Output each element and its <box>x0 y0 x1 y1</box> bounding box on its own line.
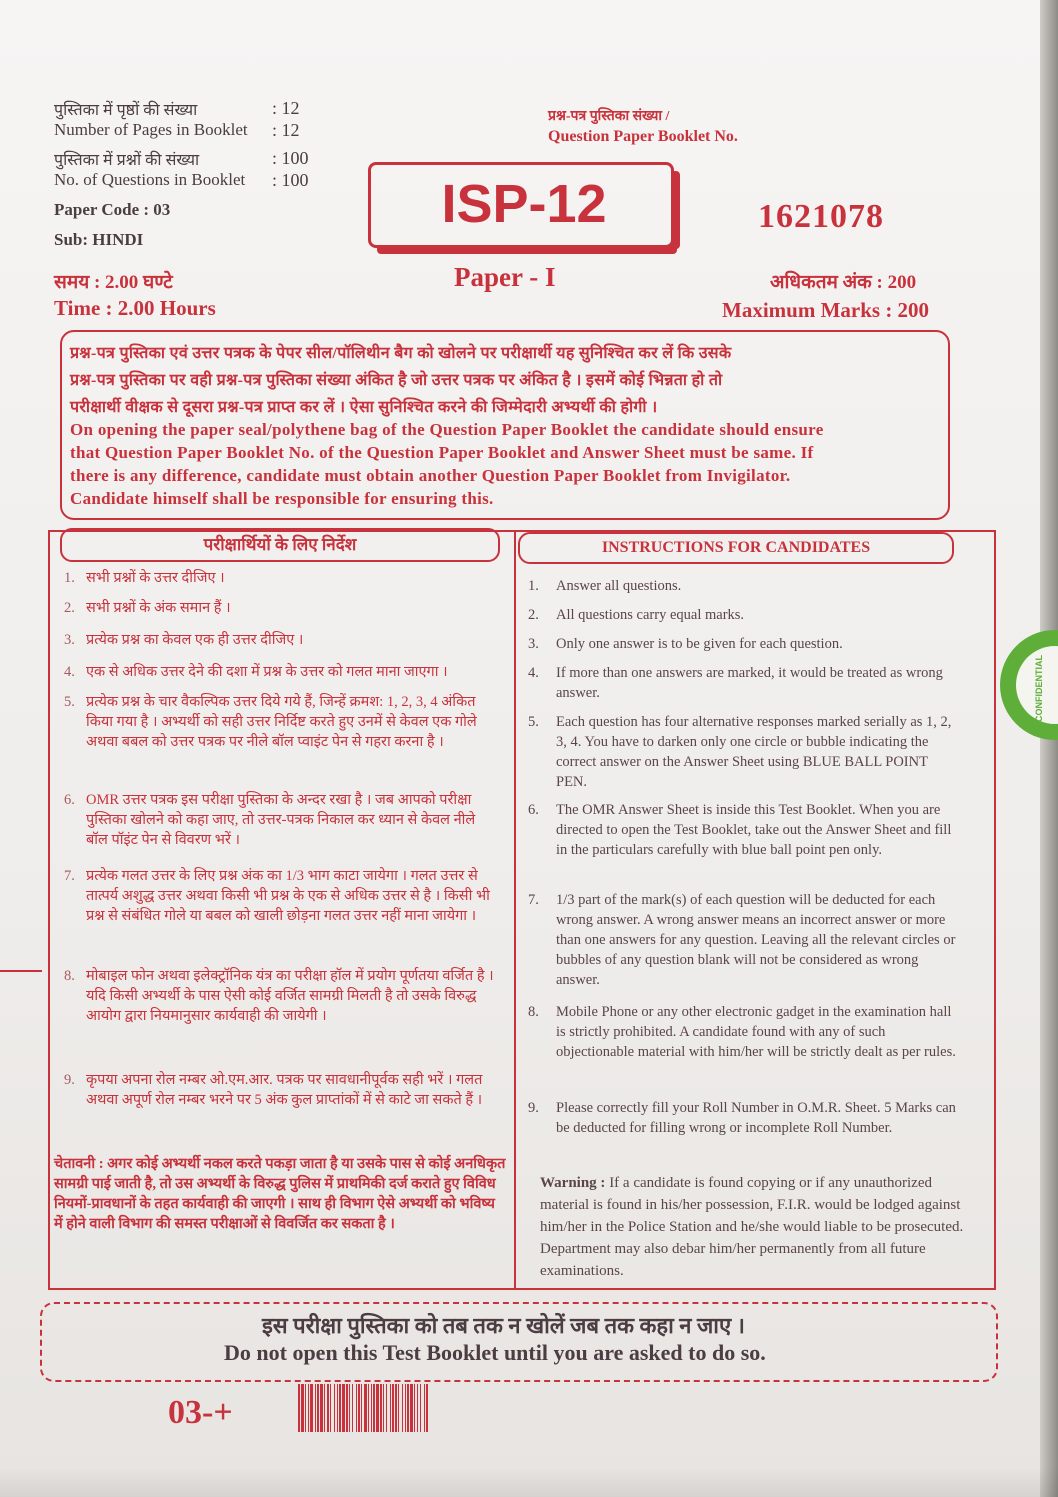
max-marks-hi: अधिकतम अंक : 200 <box>770 272 917 293</box>
booklet-no-label-hi: प्रश्न-पत्र पुस्तिका संख्या / <box>548 109 670 124</box>
notice-hi-line-1: प्रश्न-पत्र पुस्तिका एवं उत्तर पत्रक के पेपर सील/पॉलिथीन बैग को खोलने पर परीक्षार्थी यह सुनिश्चित कर लें कि उसके <box>70 345 732 362</box>
do-not-open-hi: इस परीक्षा पुस्तिका को तब तक न खोलें जब तक कहा न जाए । <box>262 1313 746 1338</box>
questions-count-en: No. of Questions in Booklet <box>54 170 246 189</box>
english-warning-text: If a candidate is found copying or if any unauthorized material is found in his/her possession, F.I.R. would be lodged against him/her in the Police Station and he/she would liable to be prosecuted. Department may also debar him/her permanently from all future examinations. <box>540 1175 964 1279</box>
do-not-open-en: Do not open this Test Booklet until you are asked to do so. <box>224 1340 766 1365</box>
series-code: 03-+ <box>168 1394 233 1431</box>
hindi-warning-text: अगर कोई अभ्यर्थी नकल करते पकड़ा जाता है या उसके पास से कोई अनधिकृत सामग्री पाई जाती है, तो उस अभ्यर्थी के विरुद्ध पुलिस में प्राथमिकी दर्ज कराते हुए विविध नियमों-प्रावधानों के तहत कार्यवाही की जाएगी । साथ ही विभाग ऐसे अभ्यर्थी को भविष्य में होने वाली विभाग की समस्त परीक्षाओं से विवर्जित कर सकता है । <box>54 1156 506 1232</box>
time-hi: समय : 2.00 घण्टे <box>54 272 173 293</box>
paper-title: Paper - I <box>454 262 556 292</box>
page-edge <box>1040 0 1058 1497</box>
notice-en-line-2: that Question Paper Booklet No. of the Question Paper Booklet and Answer Sheet must be same. If <box>70 443 814 462</box>
question-booklet-cover: पुस्तिका में पृष्ठों की संख्या : 12 Number of Pages in Booklet : 12 पुस्तिका में प्रश्नों की संख्या : 100 No. of Questions in Booklet : 100 Paper Code : 03 Sub: HINDI प्रश्न-पत्र पुस्तिका संख्या / Question Paper Booklet No. 1621078 ISP-12 Paper - I समय : 2.00 घण्टे Time : 2.00 Hours अधिकतम अंक : 200 Maximum Marks : 200 प्रश्न-पत्र पुस्तिका एवं उत्तर पत्रक के पेपर सील/पॉलिथीन बैग को खोलने पर परीक्षार्थी यह सुनिश्चित कर लें कि उसके प्रश्न-पत्र पुस्तिका पर वही प्रश्न-पत्र पुस्तिका संख्या अंकित है जो उत्तर पत्रक पर अंकित है । इसमें कोई भिन्नता हो तो परीक्षार्थी वीक्षक से दूसरा प्रश्न-पत्र प्राप्त कर लें । ऐसा सुनिश्चित करने की जिम्मेदारी अभ्यर्थी की होगी । On opening the paper seal/polythene bag of the Question Paper Booklet the candidate should ensure that Question Paper Booklet No. of the Question Paper Booklet and Answer Sheet must be same. If there is any difference, candidate must obtain another Question Paper Booklet from Invigilator. Candidate himself shall be responsible for ensuring this. परीक्षार्थियों के लिए निर्देश 1. सभी प्रश्नों के उत्तर दीजिए । 2. सभी प्रश्नों के अंक समान हैं । 3. प्रत्येक प्रश्न का केवल एक ही उत्तर दीजिए । 4. एक से अधिक उत्तर देने की दशा में प्रश्न के उत्तर को गलत माना जाएगा । 5. प्रत्येक प्रश्न के चार वैकल्पिक उत्तर दिये गये हैं, जिन्हें क्रमश: 1, 2, 3, 4 अंकित किया गया है । अभ्यर्थी को सही उत्तर निर्दिष्ट करते हुए उनमें से केवल एक गोले अथवा बबल को उत्तर पत्रक पर नीले बॉल प्वाइंट पेन से गहरा करना है । 6. OMR उत्तर पत्रक इस परीक्षा पुस्तिका के अन्दर रखा है । जब आपको परीक्षा पुस्तिका खोलने को कहा जाए, तो उत्तर-पत्रक निकाल कर ध्यान से केवल नीले बॉल पॉइंट पेन से विवरण भरें । 7. प्रत्येक गलत उत्तर के लिए प्रश्न अंक का 1/3 भाग काटा जायेगा । गलत उत्तर से तात्पर्य अशुद्ध उत्तर अथवा किसी भी प्रश्न के एक से अधिक उत्तर से है । किसी भी प्रश्न से संबंधित गोले या बबल को खाली छोड़ना गलत उत्तर नहीं माना जायेगा । 8. मोबाइल फोन अथवा इलेक्ट्रॉनिक यंत्र का परीक्षा हॉल में प्रयोग पूर्णतया वर्जित है । यदि किसी अभ्यर्थी के पास ऐसी कोई वर्जित सामग्री मिलती है तो उसके विरुद्ध आयोग द्वारा नियमानुसार कार्यवाही की जायेगी । 9. कृपया अपना रोल नम्बर ओ.एम.आर. पत्रक पर सावधानीपूर्वक सही भरें । गलत अथवा अपूर्ण रोल नम्बर भरने पर 5 अंक कुल प्राप्तांकों में से काटे जा सकते हैं । चेतावनी : अगर कोई अभ्यर्थी नकल करते पकड़ा जाता है या उसके पास से कोई अनधिकृत सामग्री पाई जाती है, तो उस अभ्यर्थी के विरुद्ध पुलिस में प्राथमिकी दर्ज कराते हुए विविध नियमों-प्रावधानों के तहत कार्यवाही की जाएगी । साथ ही विभाग ऐसे अभ्यर्थी को भविष्य में होने वाली विभाग की समस्त परीक्षाओं से विवर्जित कर सकता है । INSTRUCTIONS FOR CANDIDATES 1. Answer all questions. 2. All questions carry equal marks. 3. Only one answer is to be given for each question. 4. If more than one answers are marked, it would be treated as wrong answer. 5. Each question has four alternative responses marked serially as 1, 2, 3, 4. You have to darken only one circle or bubble indicating the correct answer on the Answer Sheet using BLUE BALL POINT PEN. 6. The OMR Answer Sheet is inside this Test Booklet. When you are directed to open the Test Booklet, take out the Answer Sheet and fill in the particulars carefully with blue ball point pen only. 7. 1/3 part of the mark(s) of each question will be deducted for each wrong answer. A wrong answer means an incorrect answer or more than one answers for any question. Leaving all the relevant circles or bubbles of any question blank will not be considered as wrong answer. 8. Mobile Phone or any other electronic gadget in the examination hall is strictly prohibited. A candidate found with any of such objectionable material with him/her will be strictly dealt as per rules. 9. Please correctly fill your Roll Number in O.M.R. Sheet. 5 Marks can be deducted for filling wrong or incomplete Roll Number. Warning : If a candidate is found copying or if any unauthorized material is found in his/her possession, F.I.R. would be lodged against him/her in the Police Station and he/she would liable to be prosecuted. Department may also debar him/her permanently from all future examinations. इस परीक्षा पुस्तिका को तब तक न खोलें जब तक कहा न जाए । Do not open this Test Booklet until you are asked to do so. 03-+ CONFIDENTIAL <box>0 0 1058 1497</box>
barcode-gap <box>428 1384 429 1432</box>
notice-en-line-3: there is any difference, candidate must obtain another Question Paper Booklet from Invigilator. <box>70 466 791 485</box>
booklet-no-label-en: Question Paper Booklet No. <box>548 128 738 145</box>
hindi-instructions-heading: परीक्षार्थियों के लिए निर्देश <box>60 528 500 562</box>
pages-count-en-value: : 12 <box>272 120 300 140</box>
booklet-number: 1621078 <box>758 198 884 235</box>
english-warning-label: Warning : <box>540 1175 606 1191</box>
hindi-warning <box>54 1154 506 1234</box>
hindi-warning-label: चेतावनी : <box>54 1156 104 1172</box>
notice-hi-line-3: परीक्षार्थी वीक्षक से दूसरा प्रश्न-पत्र प्राप्त कर लें । ऐसा सुनिश्चित करने की जिम्मेदारी अभ्यर्थी की होगी । <box>70 399 658 416</box>
pages-count-hi: पुस्तिका में पृष्ठों की संख्या <box>54 102 198 119</box>
questions-count-en-value: : 100 <box>272 170 309 190</box>
questions-count-hi-value: : 100 <box>272 148 309 168</box>
margin-mark <box>0 970 42 972</box>
exam-code: ISP-12 <box>441 174 607 234</box>
barcode <box>298 1384 566 1432</box>
pages-count-hi-value: : 12 <box>272 98 300 118</box>
exam-code-box <box>368 162 674 248</box>
english-warning <box>540 1172 980 1282</box>
subject: Sub: HINDI <box>54 230 144 249</box>
confidential-stamp-label: CONFIDENTIAL <box>1034 655 1044 722</box>
max-marks-en: Maximum Marks : 200 <box>722 298 930 322</box>
confidential-stamp-icon <box>1000 630 1058 740</box>
questions-count-hi: पुस्तिका में प्रश्नों की संख्या <box>54 152 200 169</box>
paper-code: Paper Code : 03 <box>54 200 171 219</box>
pages-count-en: Number of Pages in Booklet <box>54 120 248 139</box>
notice-en-line-1: On opening the paper seal/polythene bag of the Question Paper Booklet the candidate should ensure <box>70 420 824 439</box>
notice-en-line-4: Candidate himself shall be responsible for ensuring this. <box>70 489 494 508</box>
notice-hi-line-2: प्रश्न-पत्र पुस्तिका पर वही प्रश्न-पत्र पुस्तिका संख्या अंकित है जो उत्तर पत्रक पर अंकित है । इसमें कोई भिन्नता हो तो <box>70 372 723 389</box>
english-instructions-heading: INSTRUCTIONS FOR CANDIDATES <box>518 532 954 564</box>
time-en: Time : 2.00 Hours <box>54 296 216 320</box>
